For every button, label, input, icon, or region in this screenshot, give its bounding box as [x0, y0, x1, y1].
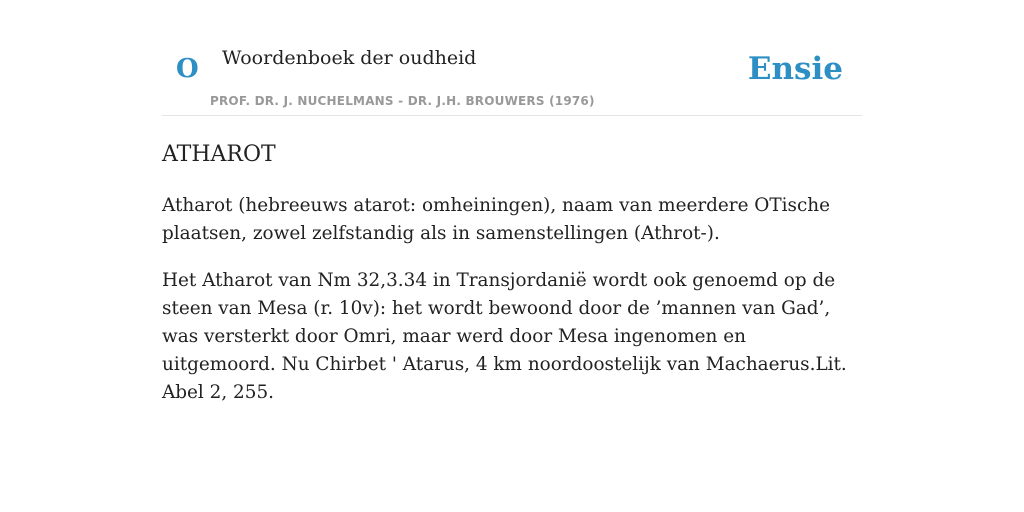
index-letter-link[interactable]: O [176, 54, 199, 84]
article-paragraph: Atharot (hebreeuws atarot: omheiningen), naam van meerdere OTische plaatsen, zowel zelfstandig als in samenstellingen (Athrot-). [162, 195, 830, 244]
book-title: Woordenboek der oudheid [222, 47, 477, 69]
article-paragraph: Het Atharot van Nm 32,3.34 in Transjordanië wordt ook genoemd op de steen van Mesa (r. 10v): het wordt bewoond door de ’mannen van Gad’, was versterkt door Omri, maar werd door Mesa ingenomen en uitgemoord. Nu Chirbet ' Atarus, 4 km noordoostelijk van Machaerus.Lit. Abel 2, 255. [162, 270, 847, 403]
header [162, 0, 862, 116]
article-body [162, 192, 862, 426]
brand-logo-link[interactable]: Ensie [747, 51, 843, 87]
article-title: ATHAROT [162, 142, 276, 167]
book-authors: PROF. DR. J. NUCHELMANS - DR. J.H. BROUWERS (1976) [210, 94, 595, 108]
content-container [162, 0, 862, 403]
